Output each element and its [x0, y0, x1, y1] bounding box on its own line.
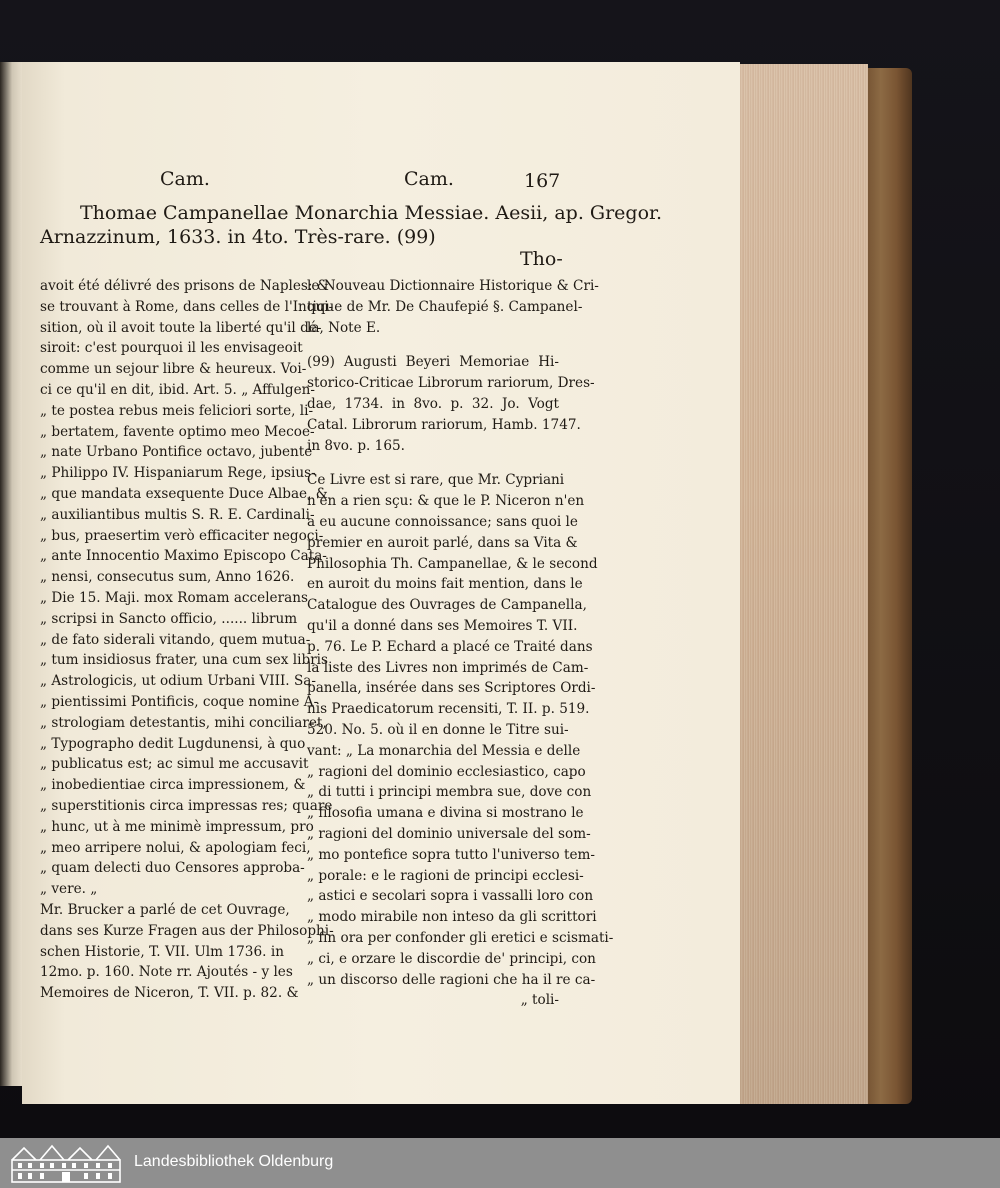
library-footer — [0, 1138, 1000, 1188]
text-line: „ Astrologicis, ut odium Urbani VIII. Sa- — [40, 673, 316, 690]
fore-edge-shade — [740, 64, 868, 1104]
text-line: Catal. Librorum rariorum, Hamb. 1747. — [307, 416, 581, 433]
text-line: le Nouveau Dictionnaire Historique & Cri- — [307, 278, 599, 294]
text-line: siroit: c'est pourquoi il les envisageoit — [40, 340, 303, 357]
text-line: Ce Livre est si rare, que Mr. Cypriani — [307, 472, 565, 489]
text-line: „ astici e secolari sopra i vassalli loro con — [307, 888, 594, 905]
text-line: „ Typographo dedit Lugdunensi, à quo — [40, 735, 306, 752]
text-line: „ que mandata exsequente Duce Albae, & — [40, 485, 328, 502]
text-line: p. 76. Le P. Echard a placé ce Traité dans — [307, 638, 593, 655]
text-line: qu'il a donné dans ses Memoires T. VII. — [307, 617, 578, 634]
text-line: „ un discorso delle ragioni che ha il re ca- — [307, 971, 596, 988]
text-line: Memoires de Niceron, T. VII. p. 82. & — [40, 985, 299, 1002]
text-line: „ te postea rebus meis feliciori sorte, li- — [40, 402, 314, 419]
paragraph-gap — [307, 456, 559, 470]
running-head-center: Cam. — [404, 168, 454, 190]
left-text-column — [40, 276, 334, 1004]
text-line: „ mo pontefice sopra tutto l'universo tem- — [307, 846, 596, 863]
entry-title-line-1: Thomae Campanellae Monarchia Messiae. Aesii, ap. Gregor. — [80, 202, 663, 224]
text-line: comme un sejour libre & heureux. Voi- — [40, 361, 307, 378]
text-line: „ tum insidiosus frater, una cum sex libris — [40, 652, 329, 669]
text-line: sition, où il avoit toute la liberté qu'il dé- — [40, 319, 322, 336]
text-line: la, Note E. — [307, 319, 381, 336]
text-line: „ superstitionis circa impressas res; quare — [40, 797, 333, 814]
running-head-left: Cam. — [160, 168, 210, 190]
text-line: „ quam delecti duo Censores approba- — [40, 860, 305, 877]
paragraph-gap — [307, 338, 559, 352]
text-line: „ ragioni del dominio universale del som- — [307, 825, 591, 842]
text-line: 12mo. p. 160. Note rr. Ajoutés - y les — [40, 964, 293, 981]
column-catchword: „ toli- — [520, 992, 559, 1009]
text-line: en auroit du moins fait mention, dans le — [307, 576, 583, 593]
text-line: „ auxiliantibus multis S. R. E. Cardinali- — [40, 506, 315, 523]
text-line: a eu aucune connoissance; sans quoi le — [307, 513, 578, 530]
text-line: „ nensi, consecutus sum, Anno 1626. — [40, 569, 295, 586]
page-number: 167 — [524, 170, 561, 192]
text-line: „ ante Innocentio Maximo Episcopo Cata- — [40, 548, 327, 565]
text-line: „ bus, praesertim verò efficaciter negoci- — [40, 527, 324, 544]
text-line: „ strologiam detestantis, mihi conciliaret, — [40, 714, 327, 731]
entry-title-line-2: Arnazzinum, 1633. in 4to. Très-rare. (99) — [40, 226, 436, 248]
text-line: in 8vo. p. 165. — [307, 437, 405, 454]
text-line: Philosophia Th. Campanellae, & le second — [307, 555, 598, 572]
text-line: „ bertatem, favente optimo meo Mecoe- — [40, 423, 315, 440]
library-building-icon — [10, 1142, 122, 1184]
text-line: „ porale: e le ragioni de principi ecclesi- — [307, 867, 584, 884]
text-line: „ de fato siderali vitando, quem mutua- — [40, 631, 311, 648]
text-line: dae, 1734. in 8vo. p. 32. Jo. Vogt — [307, 395, 559, 412]
text-line: „ modo mirabile non inteso da gli scrittori — [307, 909, 597, 926]
text-line: „ fin ora per confonder gli eretici e scismati- — [307, 929, 614, 946]
text-line: tique de Mr. De Chaufepié §. Campanel- — [307, 298, 583, 315]
text-line: 520. No. 5. où il en donne le Titre sui- — [307, 721, 569, 738]
text-line: Mr. Brucker a parlé de cet Ouvrage, — [40, 901, 290, 918]
text-line: „ ci, e orzare le discordie de' principi, con — [307, 950, 596, 967]
text-line: ci ce qu'il en dit, ibid. Art. 5. „ Affulgen- — [40, 381, 315, 398]
text-line: dans ses Kurze Fragen aus der Philosophi- — [40, 922, 334, 939]
text-line: (99) Augusti Beyeri Memoriae Hi- — [307, 354, 559, 371]
text-line: la liste des Livres non imprimés de Cam- — [307, 659, 589, 676]
text-line: „ nate Urbano Pontifice octavo, jubente — [40, 444, 313, 461]
text-line: „ filosofia umana e divina si mostrano le — [307, 805, 584, 822]
text-line: nis Praedicatorum recensiti, T. II. p. 519. — [307, 701, 590, 718]
text-line: „ pientissimi Pontificis, coque nomine A- — [40, 693, 319, 710]
text-line: se trouvant à Rome, dans celles de l'Inqui- — [40, 298, 334, 315]
text-line: avoit été délivré des prisons de Naples: & — [40, 278, 329, 294]
text-line: „ meo arripere nolui, & apologiam feci, — [40, 839, 311, 856]
text-line: panella, insérée dans ses Scriptores Ordi- — [307, 680, 596, 697]
text-line: „ Die 15. Maji. mox Romam accelerans — [40, 589, 308, 606]
text-line: n'en a rien sçu: & que le P. Niceron n'en — [307, 493, 585, 510]
text-line: „ vere. „ — [40, 881, 98, 898]
library-name: Landesbibliothek Oldenburg — [134, 1153, 334, 1170]
text-line: schen Historie, T. VII. Ulm 1736. in — [40, 943, 284, 960]
text-line: Catalogue des Ouvrages de Campanella, — [307, 597, 587, 614]
text-line: storico-Criticae Librorum rariorum, Dres- — [307, 375, 595, 392]
text-line: „ di tutti i principi membra sue, dove con — [307, 784, 592, 801]
left-page-edge — [0, 62, 22, 1086]
entry-catchword: Tho- — [520, 248, 563, 270]
text-line: „ ragioni del dominio ecclesiastico, capo — [307, 763, 586, 780]
text-line: premier en auroit parlé, dans sa Vita & — [307, 534, 578, 551]
right-text-column — [307, 276, 614, 1011]
text-line: „ scripsi in Sancto officio, ...... librum — [40, 610, 298, 627]
text-line: „ hunc, ut à me minimè impressum, pro — [40, 818, 314, 835]
text-line: „ publicatus est; ac simul me accusavit — [40, 756, 309, 773]
text-line: vant: „ La monarchia del Messia e delle — [307, 742, 581, 759]
text-line: „ Philippo IV. Hispaniarum Rege, ipsius- — [40, 465, 316, 482]
text-line: „ inobedientiae circa impressionem, & — [40, 777, 306, 794]
